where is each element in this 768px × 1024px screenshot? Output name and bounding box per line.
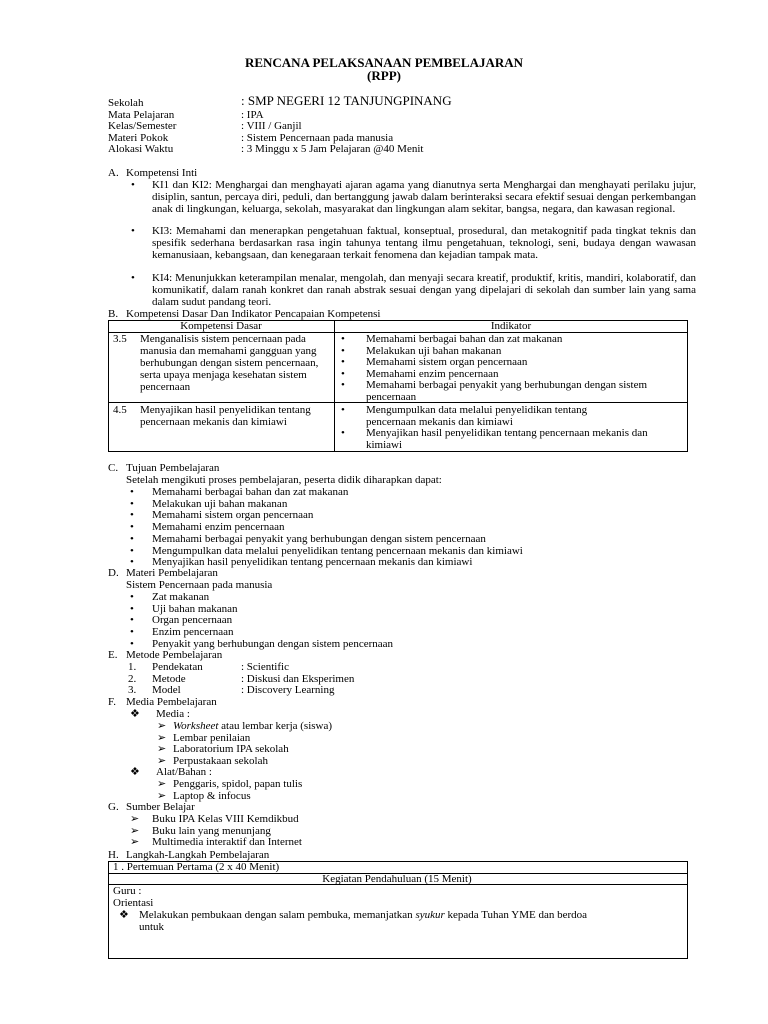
arrow-bullet-icon: ➢ (130, 836, 140, 849)
tujuan-item: Melakukan uji bahan makanan (152, 497, 288, 510)
identity-label: Materi Pokok (108, 132, 169, 144)
bullet-icon: • (130, 626, 134, 639)
identity-label: Sekolah (108, 97, 144, 109)
diamond-bullet-icon: ❖ (130, 766, 140, 778)
diamond-bullet-icon: ❖ (130, 708, 140, 720)
bullet-icon: • (131, 225, 135, 237)
table-divider (334, 320, 335, 451)
materi-item: Organ pencernaan (152, 614, 233, 627)
section-intro: Setelah mengikuti proses pembelajaran, peserta didik diharapkan dapat: (126, 474, 442, 486)
section-letter: A. (108, 167, 119, 179)
indikator-item: Memahami berbagai penyakit yang berhubungan dengan sistem pencernaan (366, 379, 648, 403)
section-title: Tujuan Pembelajaran (126, 462, 220, 474)
phase-label: Orientasi (113, 897, 154, 909)
section-letter: C. (108, 462, 119, 474)
section-intro: Sistem Pencernaan pada manusia (126, 579, 273, 591)
section-letter: D. (108, 567, 119, 579)
kd-number: 4.5 (113, 404, 127, 416)
materi-item: Penyakit yang berhubungan dengan sistem pencernaan (152, 637, 394, 650)
identity-value: : Sistem Pencernaan pada manusia (241, 132, 394, 144)
table-header: Kompetensi Dasar (180, 320, 262, 332)
media-item-text: atau lembar kerja (siswa) (218, 720, 333, 732)
bullet-icon: • (130, 509, 134, 522)
section-title: Langkah-Langkah Pembelajaran (126, 849, 270, 861)
media-item-text: Lembar penilaian (173, 731, 251, 744)
materi-item: Zat makanan (152, 591, 210, 603)
section-letter: B. (108, 308, 119, 320)
identity-label: Alokasi Waktu (108, 143, 174, 155)
tujuan-item: Memahami enzim pencernaan (152, 521, 285, 534)
tujuan-item: Menyajikan hasil penyelidikan tentang pencernaan mekanis dan kimiawi (152, 556, 473, 569)
section-title: Materi Pembelajaran (126, 567, 218, 579)
section-letter: G. (108, 801, 119, 813)
bullet-icon: • (131, 179, 135, 191)
bullet-icon: • (341, 379, 345, 391)
media-item-text: Perpustakaan sekolah (173, 755, 268, 768)
kd-number: 3.5 (113, 333, 127, 345)
identity-value: : IPA (241, 109, 264, 121)
method-label: Model (152, 684, 181, 696)
role-label: Guru : (113, 885, 142, 897)
indikator-item: Melakukan uji bahan makanan (366, 345, 502, 357)
kd-text: Menyajikan hasil penyelidikan tentang pencernaan mekanis dan kimiawi (140, 404, 311, 428)
section-title: Media Pembelajaran (126, 696, 217, 708)
media-item (173, 743, 289, 755)
bullet-icon: • (130, 497, 134, 510)
section-letter: F. (108, 696, 116, 708)
section-title: Metode Pembelajaran (126, 649, 223, 661)
media-label: Media : (156, 708, 190, 720)
arrow-bullet-icon: ➢ (157, 778, 167, 790)
step-text-part: kepada Tuhan YME dan berdoa (444, 909, 588, 921)
arrow-bullet-icon: ➢ (157, 731, 167, 744)
bullet-icon: • (130, 556, 134, 569)
step-text-italic: syukur (415, 909, 445, 921)
method-value: : Diskusi dan Eksperimen (241, 673, 355, 685)
ki-item: KI3: Memahami dan menerapkan pengetahuan faktual, konseptual, prosedural, dan metakognitif pada tingkat teknis dan spesifik sederhana berdasarkan rasa ingin tahunya tentang ilmu pengetahuan, teknologi, seni, budaya dengan wawasan kemanusiaan, kebangsaan, dan kenegaraan terkait fenomena dan kejadian tampak mata. (152, 225, 696, 261)
section-letter: H. (108, 849, 119, 861)
bullet-icon: • (130, 486, 134, 498)
method-label: Metode (152, 673, 186, 685)
sumber-item: Buku lain yang menunjang (152, 824, 271, 837)
sumber-item: Multimedia interaktif dan Internet (152, 836, 302, 849)
identity-value: : VIII / Ganjil (241, 120, 302, 132)
alat-label: Alat/Bahan : (156, 766, 212, 778)
bullet-icon: • (341, 368, 345, 380)
sumber-item: Buku IPA Kelas VIII Kemdikbud (152, 813, 299, 825)
bullet-icon: • (341, 345, 345, 357)
media-item-text: Laboratorium IPA sekolah (173, 743, 289, 756)
section-title: Kompetensi Inti (126, 167, 198, 179)
bullet-icon: • (130, 637, 134, 650)
bullet-icon: • (130, 544, 134, 557)
bullet-icon: • (341, 427, 345, 439)
bullet-icon: • (130, 591, 134, 603)
bullet-icon: • (130, 614, 134, 627)
materi-item: Uji bahan makanan (152, 602, 238, 615)
arrow-bullet-icon: ➢ (157, 743, 167, 756)
arrow-bullet-icon: ➢ (157, 720, 167, 732)
identity-label: Kelas/Semester (108, 120, 177, 132)
section-letter: E. (108, 649, 118, 661)
ki-item: KI1 dan KI2: Menghargai dan menghayati ajaran agama yang dianutnya serta Menghargai dan menghayati perilaku jujur, disiplin, santun, percaya diri, peduli, dan bertanggung jawab dalam berinteraksi secara efektif sesuai dengan perkembangan anak di lingkungan, keluarga, sekolah, masyarakat dan lingkungan alam sekitar, bangsa, negara, dan kawasan regional. (152, 179, 696, 215)
section-title: Sumber Belajar (126, 801, 195, 813)
document-title: RENCANA PELAKSANAAN PEMBELAJARAN (244, 55, 524, 70)
indikator-item: Menyajikan hasil penyelidikan tentang pencernaan mekanis dan kimiawi (366, 427, 648, 451)
list-number: 2. (128, 673, 137, 685)
tujuan-item: Memahami sistem organ pencernaan (152, 509, 314, 522)
section-title: Kompetensi Dasar Dan Indikator Pencapaian Kompetensi (126, 308, 381, 320)
diamond-bullet-icon: ❖ (119, 909, 129, 921)
identity-value: : SMP NEGERI 12 TANJUNGPINANG (241, 93, 452, 108)
activity-header: Kegiatan Pendahuluan (15 Menit) (322, 873, 472, 885)
bullet-icon: • (131, 272, 135, 284)
method-value: : Discovery Learning (241, 684, 335, 696)
tujuan-item: Memahami berbagai penyakit yang berhubungan dengan sistem pencernaan (152, 532, 486, 545)
document-subtitle: (RPP) (367, 68, 401, 83)
media-item (173, 720, 332, 732)
step-text-part: Melakukan pembukaan dengan salam pembuka, memanjatkan (139, 909, 416, 921)
tujuan-item: Mengumpulkan data melalui penyelidikan tentang pencernaan mekanis dan kimiawi (152, 544, 523, 557)
media-item-italic: Worksheet (173, 720, 219, 732)
method-value: : Scientific (241, 661, 289, 673)
bullet-icon: • (341, 333, 345, 345)
method-label: Pendekatan (152, 661, 203, 673)
arrow-bullet-icon: ➢ (130, 813, 140, 825)
media-item (173, 732, 250, 744)
alat-item: Laptop & infocus (173, 789, 251, 802)
indikator-item: Memahami berbagai bahan dan zat makanan (366, 333, 563, 345)
identity-value: : 3 Minggu x 5 Jam Pelajaran @40 Menit (241, 143, 424, 155)
bullet-icon: • (130, 521, 134, 534)
table-header: Indikator (490, 320, 532, 332)
arrow-bullet-icon: ➢ (157, 755, 167, 768)
step-text (139, 909, 587, 921)
list-number: 3. (128, 684, 137, 696)
bullet-icon: • (130, 602, 134, 615)
list-number: 1. (128, 661, 137, 673)
bullet-icon: • (130, 532, 134, 545)
arrow-bullet-icon: ➢ (157, 789, 167, 802)
meeting-title: 1 . Pertemuan Pertama (2 x 40 Menit) (113, 861, 280, 873)
arrow-bullet-icon: ➢ (130, 824, 140, 837)
kd-text: Menganalisis sistem pencernaan pada manusia dan memahami gangguan yang berhubungan dengan sistem pencernaan, serta upaya menjaga kesehatan sistem pencernaan (140, 333, 319, 393)
tujuan-item: Memahami berbagai bahan dan zat makanan (152, 486, 349, 498)
indikator-item: Mengumpulkan data melalui penyelidikan tentang pencernaan mekanis dan kimiawi (366, 404, 588, 428)
bullet-icon: • (341, 404, 345, 416)
indikator-item: Memahami sistem organ pencernaan (366, 356, 528, 368)
step-text-continued: untuk (139, 921, 165, 933)
bullet-icon: • (341, 356, 345, 368)
indikator-item: Memahami enzim pencernaan (366, 368, 499, 380)
materi-item: Enzim pencernaan (152, 626, 234, 639)
alat-item: Penggaris, spidol, papan tulis (173, 778, 303, 790)
ki-item: KI4: Menunjukkan keterampilan menalar, mengolah, dan menyaji secara kreatif, produktif, kritis, mandiri, kolaboratif, dan komunikatif, dalam ranah konkret dan ranah abstrak sesuai dengan yang dipelajari di sekolah dan sumber lain yang sama dalam sudut pandang teori. (152, 272, 696, 308)
identity-label: Mata Pelajaran (108, 109, 175, 121)
